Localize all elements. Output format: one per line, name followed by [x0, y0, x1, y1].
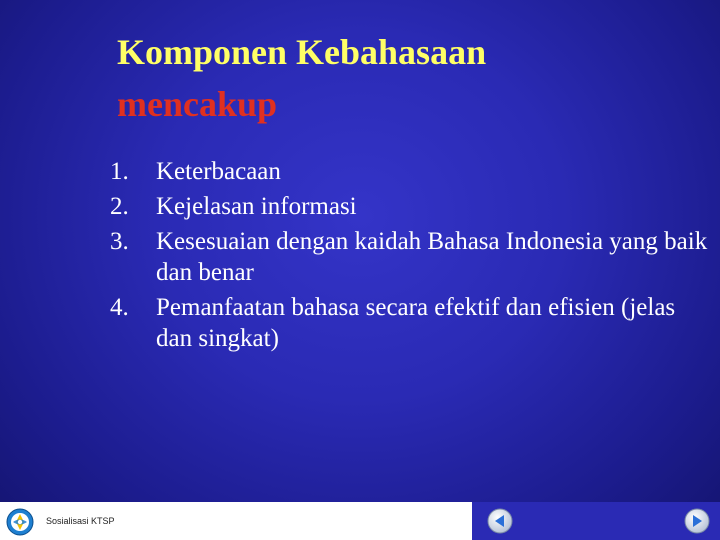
list-item: [110, 156, 710, 187]
list-item-text: Kejelasan informasi: [156, 193, 357, 220]
next-slide-button[interactable]: [684, 508, 710, 534]
list-item-number: 3.: [110, 228, 129, 255]
list-item-text: Pemanfaatan bahasa secara efektif dan efisien (jelas dan singkat): [156, 294, 676, 352]
component-list: [110, 156, 710, 358]
footer-label: Sosialisasi KTSP: [46, 516, 115, 526]
list-item: [110, 226, 710, 288]
list-item-number: 4.: [110, 294, 129, 321]
list-item: [110, 292, 710, 354]
list-item-text: Kesesuaian dengan kaidah Bahasa Indonesia yang baik dan benar: [156, 228, 708, 286]
footer-bar: [0, 502, 720, 540]
slide-subtitle: mencakup: [117, 84, 278, 124]
slide-title: Komponen Kebahasaan: [117, 32, 487, 72]
list-item-text: Keterbacaan: [156, 158, 281, 185]
list-item: [110, 191, 710, 222]
previous-slide-button[interactable]: [487, 508, 513, 534]
list-item-number: 1.: [110, 158, 129, 185]
footer-strip: [0, 502, 472, 540]
tut-wuri-handayani-logo-icon: [6, 508, 34, 536]
list-item-number: 2.: [110, 193, 129, 220]
